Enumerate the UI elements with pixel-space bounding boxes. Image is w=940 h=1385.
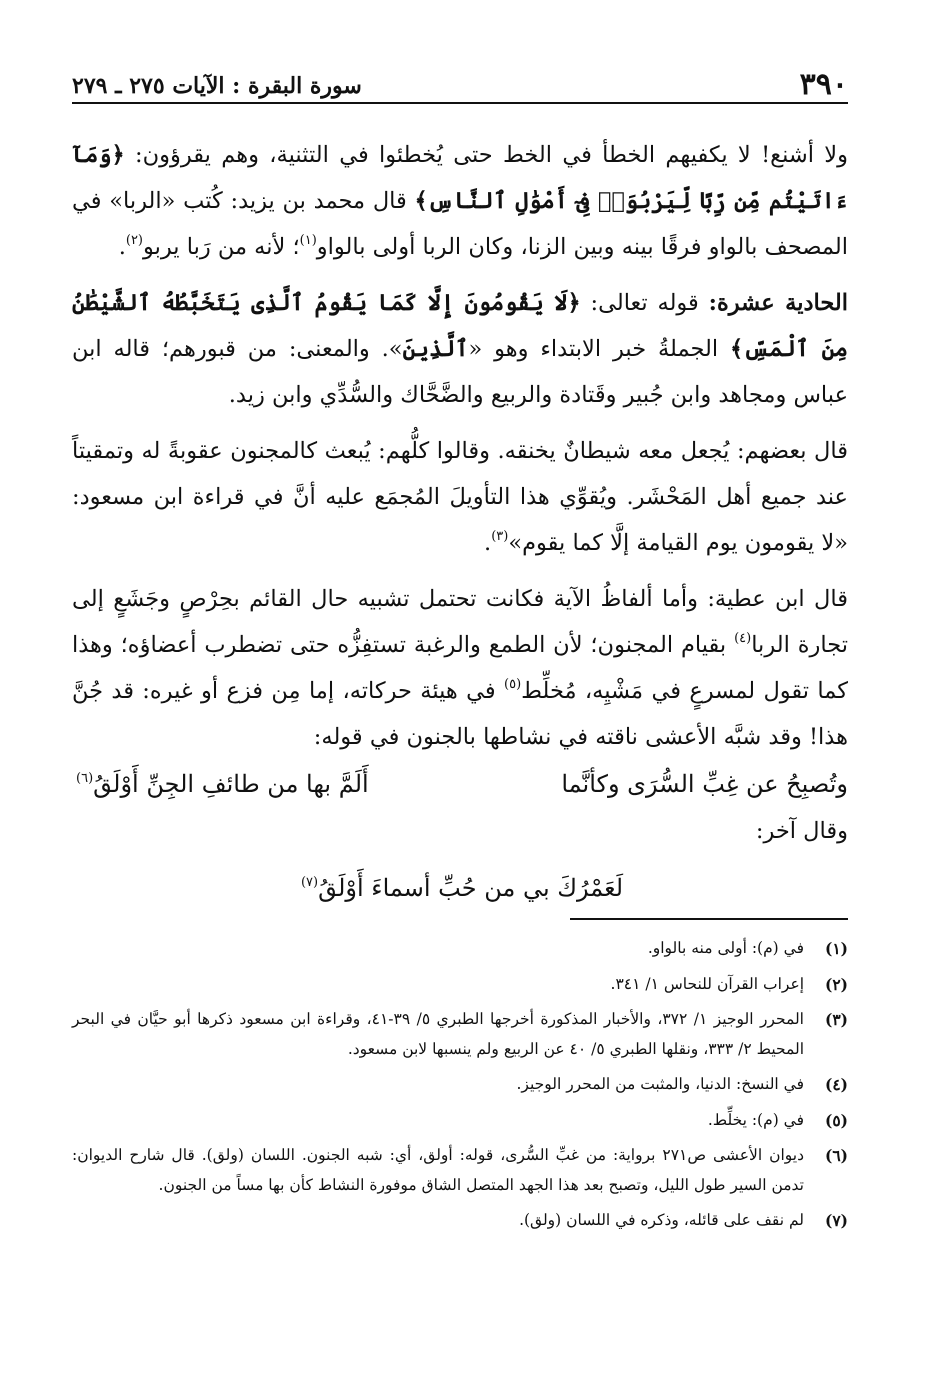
footnote-number: (٤) <box>824 1075 848 1094</box>
running-title: سورة البقرة : الآيات ٢٧٥ ـ ٢٧٩ <box>72 73 362 99</box>
paragraph-1 <box>72 132 848 270</box>
text-span: بقيام المجنون؛ لأن الطمع والرغبة تستفِزُّه حتى تضطرب أعضاؤه؛ وهذا كما تقول لمسرعٍ في مَشْيِه، مُخلِّط <box>72 632 848 704</box>
poetry-verse-single <box>72 864 848 912</box>
text-span: ؛ لأنه من رَبا يربو <box>143 234 300 260</box>
text-span: قوله تعالى: <box>580 290 709 316</box>
footnote-separator <box>570 918 848 920</box>
footnote-text: إعراب القرآن للنحاس ١/ ٣٤١. <box>610 974 804 993</box>
footnote-ref: (٧) <box>300 875 319 890</box>
text-span: قال ابن عطية: وأما ألفاظُ الآية فكانت تحتمل تشبيه حال القائم بحِرْصٍ وجَشَعٍ إلى تجارة الربا <box>72 586 848 658</box>
text-span: . <box>118 234 126 260</box>
paragraph-5 <box>72 808 848 854</box>
footnote-ref: (٣) <box>491 529 509 544</box>
text-span: ». والمعنى: من قبورهم؛ قاله ابن عباس ومجاهد وابن جُبير وقَتادة والربيع والضَّحَّاك والسُّدِّي وابن زيد. <box>72 336 848 408</box>
footnote-number: (٢) <box>824 974 848 994</box>
text-span: قال محمد بن يزيد: كُتب «الربا» في المصحف بالواو فرقًا بينه وبين الزنا، وكان الربا أولى بالواو <box>72 188 848 260</box>
verse-hemistich-first: وتُصبِحُ عن غِبِّ السُّرَى وكأنَّما <box>561 770 848 798</box>
footnote-number: (١) <box>824 939 848 958</box>
footnote-text: في (م): أولى منه بالواو. <box>647 939 804 957</box>
footnote <box>72 1070 848 1100</box>
header-rule <box>72 102 848 104</box>
footnote-ref: (٥) <box>504 677 522 692</box>
text-span: قال بعضهم: يُجعل معه شيطانٌ يخنقه. وقالوا كلُّهم: يُبعث كالمجنون عقوبةً له وتمقيتاً عند جميع أهل المَحْشَر. ويُقوِّي هذا التأويلَ المُجمَع عليه أنَّ في قراءة ابن مسعود: «لا يقومون يوم القيامة إلَّا كما يقوم» <box>72 438 848 556</box>
footnote-text: في النسخ: الدنيا، والمثبت من المحرر الوجيز. <box>516 1075 804 1093</box>
footnote <box>72 1106 848 1136</box>
verse-hemistich-second <box>76 760 369 808</box>
footnote-number: (٣) <box>824 1010 848 1029</box>
footnote-ref: (١) <box>299 233 317 248</box>
footnote <box>72 1206 848 1236</box>
text-span: وقال آخر: <box>755 818 848 844</box>
footnote <box>72 934 848 964</box>
section-heading: الحادية عشرة: <box>708 290 848 316</box>
text-span: الجملةُ خبر الابتداء وهو « <box>468 336 730 362</box>
verse-text: أَلَمَّ بها من طائفِ الجِنِّ أَوْلَقُ <box>93 770 369 798</box>
footnote-text: ديوان الأعشى ص٢٧١ برواية: من غبِّ السُّرى، قوله: أولق، أي: شبه الجنون. اللسان (ولق). قال شارح الديوان: تدمن السير طول الليل، وتصبح بعد هذا الجهد المتصل الشاق موفورة النشاط كأن بها مساً من الجنون. <box>72 1146 804 1194</box>
footnote-text: لم نقف على قائله، وذكره في اللسان (ولق). <box>519 1211 804 1229</box>
footnote <box>72 970 848 1000</box>
footnote-number: (٥) <box>824 1110 848 1130</box>
footnote-text: المحرر الوجيز ١/ ٣٧٢، والأخبار المذكورة أخرجها الطبري ٥/ ٣٩-٤١، وقراءة ابن مسعود ذكرها أبو حيَّان في البحر المحيط ٢/ ٣٣٣، ونقلها الطبري ٥/ ٤٠ عن الربيع ولم ينسبها لابن مسعود. <box>72 1010 804 1058</box>
paragraph-3 <box>72 428 848 566</box>
text-span: ولا أشنع! لا يكفيهم الخطأ في الخط حتى يُخطئوا في التثنية، وهم يقرؤون: <box>124 142 848 168</box>
main-text <box>72 132 848 912</box>
page-number: ٣٩٠ <box>799 67 848 102</box>
quran-quote: ﴿لَا يَقُومُونَ إِلَّا كَمَا يَقُومُ ٱلَّذِى يَتَخَبَّطُهُ ٱلشَّيْطَٰنُ مِنَ ٱلْمَسِّ﴾ <box>72 290 848 362</box>
page-header <box>72 58 848 100</box>
footnote-ref: (٦) <box>76 771 94 786</box>
footnote-text: في (م): يخلِّط. <box>707 1110 804 1129</box>
text-span: . <box>484 530 492 556</box>
footnotes <box>72 934 848 1242</box>
footnote-ref: (٤) <box>734 631 752 646</box>
footnote <box>72 1141 848 1200</box>
footnote-number: (٧) <box>824 1211 848 1230</box>
text-span: في هيئة حركاته، إما مِن فزع أو غيره: قد جُنَّ هذا! وقد شبَّه الأعشى ناقته في نشاطها بالجنون في قوله: <box>72 678 848 750</box>
footnote-number: (٦) <box>824 1146 848 1165</box>
quran-quote: ﴿وَمَآ ءَاتَيْتُم مِّن رِّبًا لِّيَرْبُوَا۟ فِىٓ أَمْوَٰلِ ٱلنَّاسِ﴾ <box>72 142 848 214</box>
paragraph-4 <box>72 576 848 760</box>
verse-text: لَعَمْرُكَ بي من حُبِّ أسماءَ أَوْلَقُ <box>318 874 624 902</box>
poetry-verse <box>72 760 848 808</box>
paragraph-2 <box>72 280 848 418</box>
footnote-ref: (٢) <box>125 233 143 248</box>
footnote <box>72 1005 848 1064</box>
quran-word: ٱلَّذِينَ <box>402 336 469 362</box>
verse-line <box>301 864 623 912</box>
